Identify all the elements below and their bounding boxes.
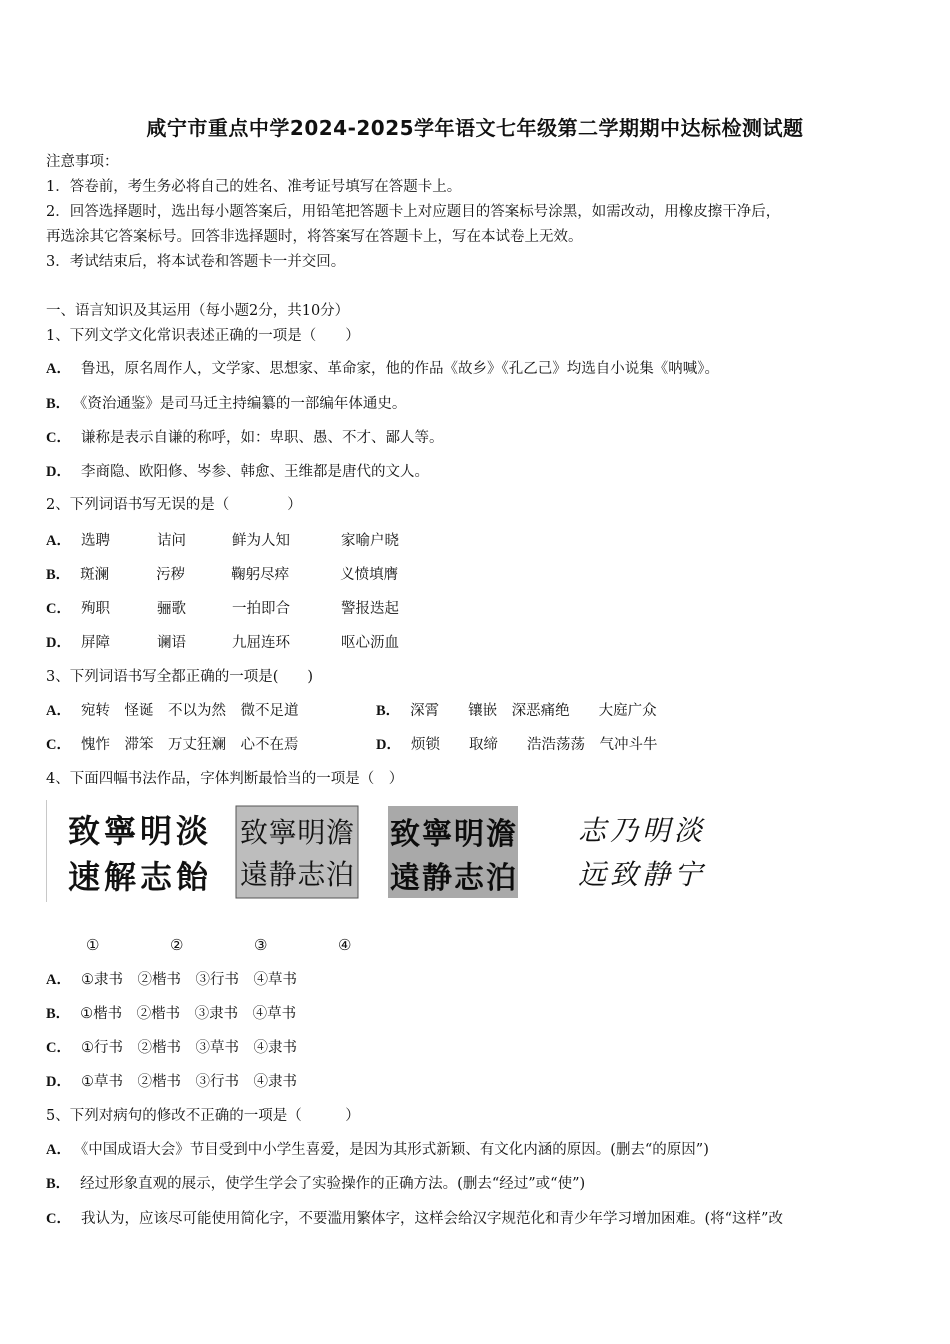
notice-item-2-cont: 再选涂其它答案标号。回答非选择题时，将答案写在答题卡上，写在本试卷上无效。 [46,229,583,245]
q1-stem: 1、下列文学文化常识表述正确的一项是（ ） [46,328,360,344]
q4-option-a: A． ①隶书 ②楷书 ③行书 ④草书 [46,972,297,988]
q3-option-b: B． 深霄 镶嵌 深恶痛绝 大庭广众 [376,703,657,719]
q3-option-d: D． 烦锁 取缔 浩浩荡荡 气冲斗牛 [376,737,658,753]
calligraphy-numbers [86,936,422,954]
svg-text:远致静宁: 远致静宁 [578,858,702,891]
q5-option-c: C． 我认为，应该尽可能使用简化字，不要滥用繁体字，这样会给汉字规范化和青少年学习增加困难。(将“这样”改 [46,1211,783,1227]
calligraphy-sample-4 [576,800,706,902]
number-2: ② [170,936,184,954]
notice-heading: 注意事项： [46,154,119,170]
q2-option-d: D． 屏障 谰语 九屈连环 呕心沥血 [46,635,399,651]
q5-option-b: B． 经过形象直观的展示，使学生学会了实验操作的正确方法。(删去“经过”或“使”) [46,1176,586,1192]
svg-text:志乃明淡: 志乃明淡 [578,814,702,847]
q4-stem: 4、下面四幅书法作品，字体判断最恰当的一项是（ ） [46,771,404,787]
q1-option-a: A． 鲁迅，原名周作人，文学家、思想家、革命家，他的作品《故乡》《孔乙己》均选自小说集《呐喊》。 [46,361,719,377]
exam-title: 咸宁市重点中学2024-2025学年语文七年级第二学期期中达标检测试题 [146,116,804,140]
svg-text:遠静志泊: 遠静志泊 [390,861,516,896]
svg-text:速解志飴: 速解志飴 [68,858,208,896]
calligraphy-sample-1 [64,800,214,902]
q1-option-b: B． 《资治通鉴》是司马迁主持编纂的一部编年体通史。 [46,396,407,412]
number-3: ③ [254,936,268,954]
q4-option-d: D． ①草书 ②楷书 ③行书 ④隶书 [46,1074,297,1090]
section-heading: 一、语言知识及其运用（每小题2分，共10分） [46,303,350,319]
calligraphy-figure [46,800,716,902]
q5-stem: 5、下列对病句的修改不正确的一项是（ ） [46,1108,360,1124]
calligraphy-sample-2 [234,800,360,902]
calligraphy-sample-3 [386,800,520,902]
q2-option-b: B． 斑澜 污秽 鞠躬尽瘁 义愤填膺 [46,567,399,583]
notice-item-2: 2．回答选择题时，选出每小题答案后，用铅笔把答题卡上对应题目的答案标号涂黑，如需改动，用橡皮擦干净后， [46,204,781,220]
q2-option-c: C． 殉职 骊歌 一拍即合 警报迭起 [46,601,399,617]
q1-option-d: D． 李商隐、欧阳修、岑参、韩愈、王维都是唐代的文人。 [46,464,429,480]
q3-option-c: C． 愧怍 滞笨 万丈狂斓 心不在焉 [46,737,299,753]
number-1: ① [86,936,100,954]
q5-option-a: A． 《中国成语大会》节目受到中小学生喜爱，是因为其形式新颖、有文化内涵的原因。(删去“的原因”) [46,1142,709,1158]
q2-stem: 2、下列词语书写无误的是（ ） [46,497,302,513]
number-4: ④ [338,936,352,954]
q2-option-a: A． 选聘 诘问 鲜为人知 家喻户晓 [46,533,399,549]
svg-text:致寧明淡: 致寧明淡 [68,812,208,850]
q3-option-a: A． 宛转 怪诞 不以为然 微不足道 [46,703,299,719]
q3-stem: 3、下列词语书写全都正确的一项是( ) [46,669,314,685]
notice-item-3: 3．考试结束后，将本试卷和答题卡一并交回。 [46,254,346,270]
svg-text:致寧明澹: 致寧明澹 [390,817,516,852]
q4-option-b: B． ①楷书 ②楷书 ③隶书 ④草书 [46,1006,297,1022]
q1-option-c: C． 谦称是表示自谦的称呼，如：卑职、愚、不才、鄙人等。 [46,430,444,446]
svg-text:遠静志泊: 遠静志泊 [240,858,354,891]
notice-item-1: 1．答卷前，考生务必将自己的姓名、准考证号填写在答题卡上。 [46,179,462,195]
svg-text:致寧明澹: 致寧明澹 [240,816,354,849]
q4-option-c: C． ①行书 ②楷书 ③草书 ④隶书 [46,1040,297,1056]
